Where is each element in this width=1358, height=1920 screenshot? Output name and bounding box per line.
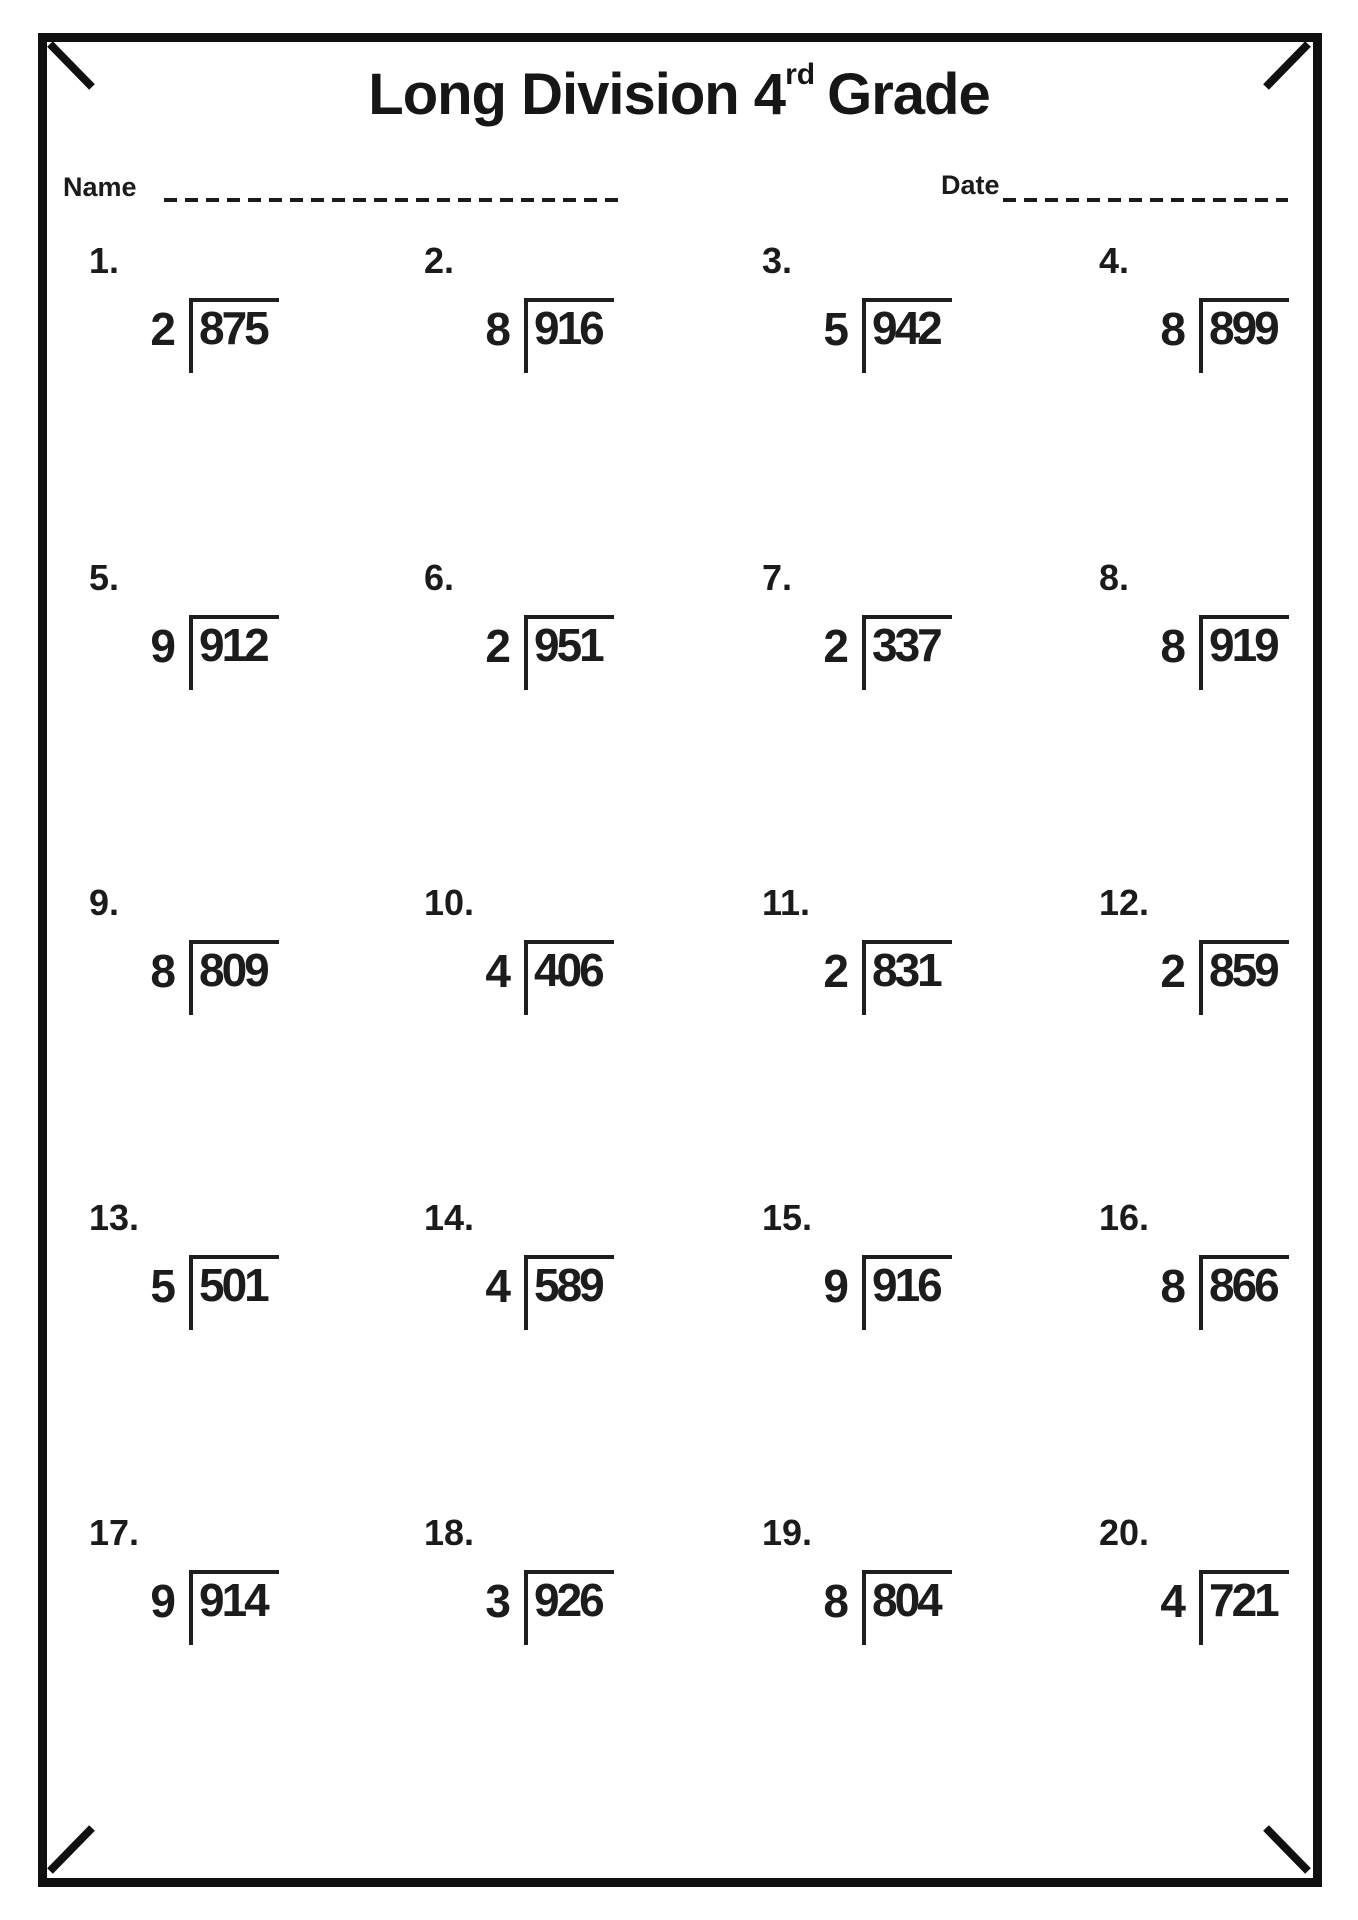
problem-cell: [75, 1197, 375, 1330]
dividend: 589: [524, 1255, 614, 1330]
dividend: 804: [862, 1570, 952, 1645]
problem-number: 1.: [89, 240, 120, 281]
problem-number: 13.: [89, 1197, 140, 1238]
date-label: Date: [941, 170, 1000, 200]
problem-cell: [410, 1197, 710, 1330]
divisor: 8: [823, 1575, 847, 1627]
divisor: 4: [1160, 1575, 1184, 1627]
divisor: 9: [150, 620, 174, 672]
problem-number: 7.: [762, 557, 793, 598]
date-blank-line: [1003, 198, 1288, 202]
problem-cell: [75, 240, 375, 373]
dividend: 942: [862, 298, 952, 373]
divisor: 4: [485, 1260, 509, 1312]
division-expression: [1085, 1570, 1358, 1645]
divisor: 9: [823, 1260, 847, 1312]
problem-number: 17.: [89, 1512, 140, 1553]
problem-cell: [748, 557, 1048, 690]
dividend: 951: [524, 615, 614, 690]
dividend: 916: [862, 1255, 952, 1330]
divisor: 8: [150, 945, 174, 997]
problem-cell: [410, 882, 710, 1015]
problem-cell: [1085, 240, 1358, 373]
divisor: 8: [1160, 303, 1184, 355]
divisor: 4: [485, 945, 509, 997]
corner-mark-bottom-right-icon: [1266, 1828, 1308, 1871]
division-expression: [410, 615, 710, 690]
division-expression: [75, 615, 375, 690]
problem-cell: [1085, 1512, 1358, 1645]
problem-cell: [410, 240, 710, 373]
divisor: 2: [1160, 945, 1184, 997]
problem-number: 10.: [424, 882, 475, 923]
dividend: 916: [524, 298, 614, 373]
divisor: 8: [485, 303, 509, 355]
divisor: 8: [1160, 620, 1184, 672]
problem-cell: [748, 240, 1048, 373]
dividend: 875: [189, 298, 279, 373]
problem-cell: [410, 557, 710, 690]
problem-cell: [75, 1512, 375, 1645]
dividend: 859: [1199, 940, 1289, 1015]
problem-number: 5.: [89, 557, 120, 598]
division-expression: [748, 940, 1048, 1015]
division-expression: [1085, 940, 1358, 1015]
divisor: 5: [823, 303, 847, 355]
division-expression: [75, 1570, 375, 1645]
division-expression: [410, 1255, 710, 1330]
name-label: Name: [63, 172, 137, 202]
dividend: 501: [189, 1255, 279, 1330]
division-expression: [748, 1570, 1048, 1645]
division-expression: [1085, 298, 1358, 373]
page-title: [0, 58, 1358, 128]
title-text: Long Division 4: [368, 62, 786, 127]
divisor: 2: [823, 620, 847, 672]
dividend: 914: [189, 1570, 279, 1645]
problem-cell: [1085, 882, 1358, 1015]
dividend: 926: [524, 1570, 614, 1645]
dividend: 912: [189, 615, 279, 690]
divisor: 9: [150, 1575, 174, 1627]
name-date-row: [0, 168, 1358, 208]
dividend: 899: [1199, 298, 1289, 373]
problem-number: 14.: [424, 1197, 475, 1238]
dividend: 406: [524, 940, 614, 1015]
problem-number: 9.: [89, 882, 120, 923]
problem-cell: [410, 1512, 710, 1645]
division-expression: [748, 1255, 1048, 1330]
problem-number: 19.: [762, 1512, 813, 1553]
dividend: 337: [862, 615, 952, 690]
problem-number: 6.: [424, 557, 455, 598]
division-expression: [410, 298, 710, 373]
division-expression: [75, 1255, 375, 1330]
problem-number: 3.: [762, 240, 793, 281]
problem-cell: [1085, 557, 1358, 690]
problem-number: 4.: [1099, 240, 1130, 281]
dividend: 866: [1199, 1255, 1289, 1330]
title-suffix: Grade: [827, 62, 990, 127]
problem-cell: [75, 557, 375, 690]
division-expression: [1085, 1255, 1358, 1330]
problem-number: 15.: [762, 1197, 813, 1238]
problem-number: 20.: [1099, 1512, 1150, 1553]
dividend: 831: [862, 940, 952, 1015]
problem-cell: [748, 882, 1048, 1015]
dividend: 809: [189, 940, 279, 1015]
dividend: 721: [1199, 1570, 1289, 1645]
division-expression: [1085, 615, 1358, 690]
problem-cell: [1085, 1197, 1358, 1330]
problem-number: 11.: [762, 882, 811, 923]
problem-number: 16.: [1099, 1197, 1150, 1238]
divisor: 2: [485, 620, 509, 672]
title-superscript: rd: [785, 58, 816, 91]
division-expression: [75, 298, 375, 373]
division-expression: [748, 298, 1048, 373]
division-expression: [75, 940, 375, 1015]
problem-cell: [748, 1197, 1048, 1330]
divisor: 2: [823, 945, 847, 997]
corner-mark-bottom-left-icon: [50, 1828, 92, 1871]
division-expression: [410, 1570, 710, 1645]
divisor: 5: [150, 1260, 174, 1312]
problem-cell: [75, 882, 375, 1015]
problem-cell: [748, 1512, 1048, 1645]
problem-number: 12.: [1099, 882, 1150, 923]
problem-number: 8.: [1099, 557, 1130, 598]
division-expression: [748, 615, 1048, 690]
division-expression: [410, 940, 710, 1015]
name-blank-line: [164, 198, 626, 202]
divisor: 2: [150, 303, 174, 355]
problem-number: 18.: [424, 1512, 475, 1553]
divisor: 3: [485, 1575, 509, 1627]
divisor: 8: [1160, 1260, 1184, 1312]
dividend: 919: [1199, 615, 1289, 690]
problem-number: 2.: [424, 240, 455, 281]
